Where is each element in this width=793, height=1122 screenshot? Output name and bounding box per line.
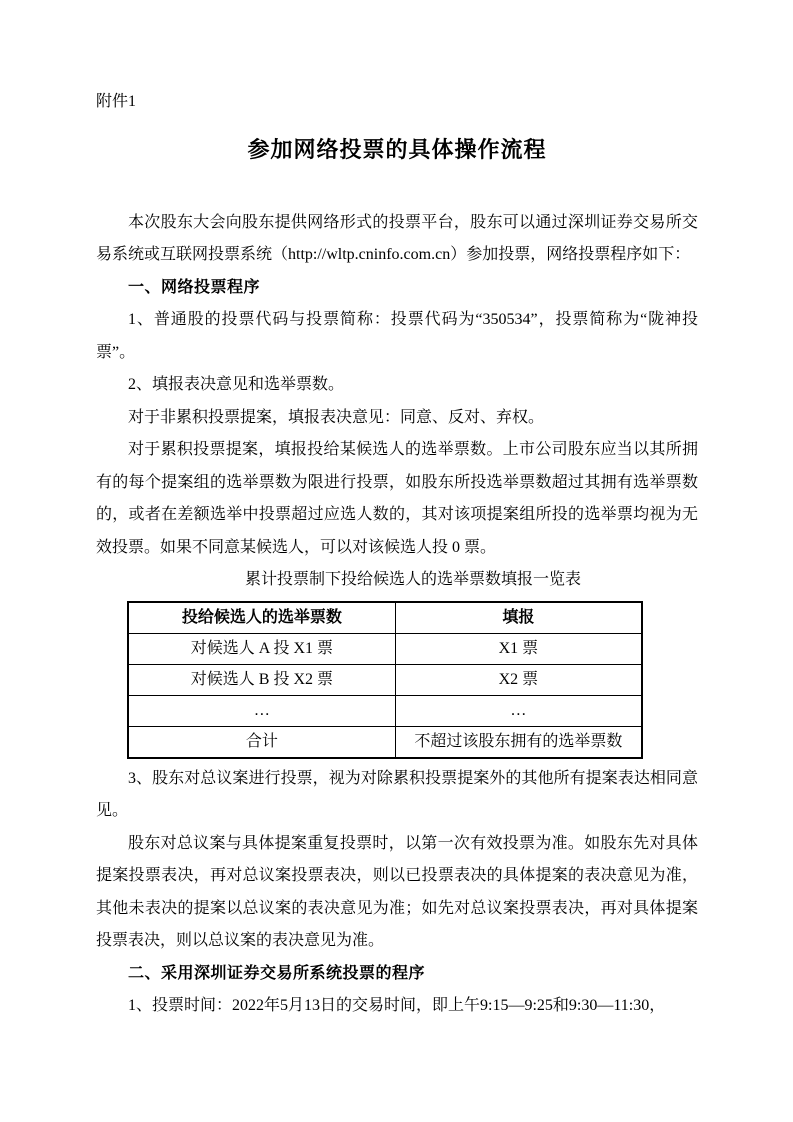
table-cell: 合计 [128,726,395,758]
document-title: 参加网络投票的具体操作流程 [247,136,547,162]
item-general-proposal: 3、股东对总议案进行投票，视为对除累积投票提案外的其他所有提案表达相同意见。 [96,769,698,819]
para-repeat-voting: 股东对总议案与具体提案重复投票时，以第一次有效投票为准。如股东先对具体提案投票表决，再对总议案投票表决，则以已投票表决的具体提案的表决意见为准，其他未表决的提案以总议案的表决意见为准；如先对总议案投票表决，再对具体提案投票表决，则以总议案的表决意见为准。 [96,834,698,949]
table-cell: 对候选人 B 投 X2 票 [128,664,395,695]
table-caption: 累计投票制下投给候选人的选举票数填报一览表 [244,571,581,588]
section1-heading: 一、网络投票程序 [128,278,261,296]
section2-heading: 二、采用深圳证券交易所系统投票的程序 [128,964,426,982]
table-cell: 不超过该股东拥有的选举票数 [395,726,642,758]
table-row [128,664,642,695]
item-voting-code: 1、普通股的投票代码与投票简称：投票代码为“350534”，投票简称为“陇神投票”。 [96,311,698,361]
item-fill-opinion: 2、填报表决意见和选举票数。 [128,376,345,393]
para-non-cumulative: 对于非累积投票提案，填报表决意见：同意、反对、弃权。 [128,408,545,426]
intro-paragraph: 本次股东大会向股东提供网络形式的投票平台，股东可以通过深圳证券交易所交易系统或互联网投票系统（http://wltp.cninfo.com.cn）参加投票，网络投票程序如下： [96,213,698,263]
attachment-label: 附件1 [96,93,137,110]
table-row [128,726,642,758]
table-row [128,695,642,726]
para-cumulative: 对于累积投票提案，填报投给某候选人的选举票数。上市公司股东应当以其所拥有的每个提案组的选举票数为限进行投票，如股东所投选举票数超过其拥有选举票数的，或者在差额选举中投票超过应选人数的，其对该项提案组所投的选举票均视为无效投票。如果不同意某候选人，可以对该候选人投 0 票。 [96,441,698,556]
table-row [128,633,642,664]
table-header-fill: 填报 [395,602,642,634]
table-header-row [128,602,642,634]
table-cell: 对候选人 A 投 X1 票 [128,633,395,664]
table-cell: X2 票 [395,664,642,695]
table-cell: X1 票 [395,633,642,664]
table-cell: … [395,695,642,726]
table-cell: … [128,695,395,726]
table-header-votes: 投给候选人的选举票数 [128,602,395,634]
votes-table [127,601,643,759]
document-body [96,207,698,1023]
item-voting-time: 1、投票时间：2022年5月13日的交易时间，即上午9:15—9:25和9:30—11:30， [128,997,666,1014]
